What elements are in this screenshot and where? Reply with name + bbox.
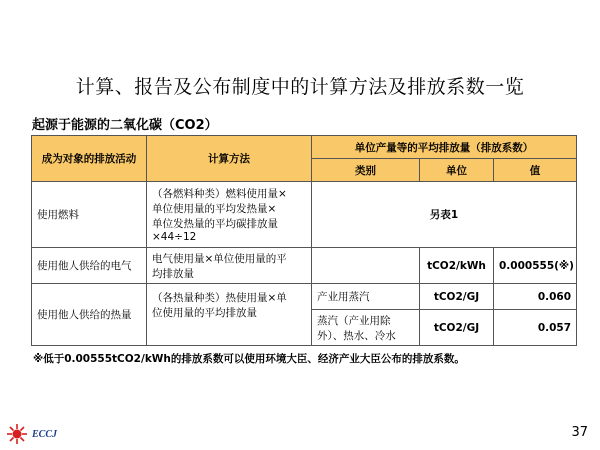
table-row-fuel <box>32 182 577 248</box>
cell-value: 0.060 <box>494 284 577 310</box>
cell-value: 0.057 <box>494 310 577 346</box>
method-line: （各燃料种类）燃料使用量× <box>152 188 287 200</box>
method-line: 单位发热量的平均碳排放量 <box>152 218 278 230</box>
cell-activity: 使用他人供给的热量 <box>32 284 147 346</box>
cell-unit: tCO2/GJ <box>420 284 494 310</box>
cell-unit: tCO2/GJ <box>420 310 494 346</box>
logo-text: ECCJ <box>32 428 58 440</box>
method-line: 电气使用量×单位使用量的平 <box>152 252 287 265</box>
category-line: 蒸汽（产业用除 <box>317 314 391 327</box>
cell-unit: tCO2/kWh <box>420 248 494 284</box>
header-unit: 单位 <box>420 159 494 182</box>
page-number: 37 <box>571 425 588 440</box>
table-row-electricity <box>32 248 577 284</box>
header-method: 计算方法 <box>147 136 312 182</box>
cell-merged-value: 另表1 <box>312 182 577 248</box>
method-line: 均排放量 <box>152 267 194 280</box>
header-activity: 成为对象的排放活动 <box>32 136 147 182</box>
header-avg-emission: 单位产量等的平均排放量（排放系数） <box>312 136 577 159</box>
emission-factor-table <box>31 135 577 346</box>
cell-method <box>147 182 312 248</box>
cell-category <box>312 310 420 346</box>
method-line: 单位使用量的平均发热量× <box>152 203 277 215</box>
cell-method <box>147 284 312 346</box>
cell-value: 0.000555(※) <box>494 248 577 284</box>
method-line: （各热量种类）热使用量×单 <box>152 292 287 304</box>
cell-category: 产业用蒸汽 <box>312 284 420 310</box>
method-line: ×44÷12 <box>152 231 197 243</box>
cell-activity: 使用燃料 <box>32 182 147 248</box>
slide-title: 计算、报告及公布制度中的计算方法及排放系数一览 <box>75 76 525 98</box>
footnote: ※低于0.00555tCO2/kWh的排放系数可以使用环境大臣、经济产业大臣公布的排放系数。 <box>33 353 465 365</box>
cell-method <box>147 248 312 284</box>
cell-category <box>312 248 420 284</box>
cell-activity: 使用他人供给的电气 <box>32 248 147 284</box>
slide-subtitle: 起源于能源的二氧化碳（CO2） <box>32 118 218 133</box>
header-value: 值 <box>494 159 577 182</box>
header-category: 类别 <box>312 159 420 182</box>
sunburst-logo-icon <box>6 423 28 445</box>
table-row-heat <box>32 284 577 310</box>
method-line: 位使用量的平均排放量 <box>152 307 257 319</box>
category-line: 外）、热水、冷水 <box>317 329 396 342</box>
eccj-logo <box>6 423 57 445</box>
